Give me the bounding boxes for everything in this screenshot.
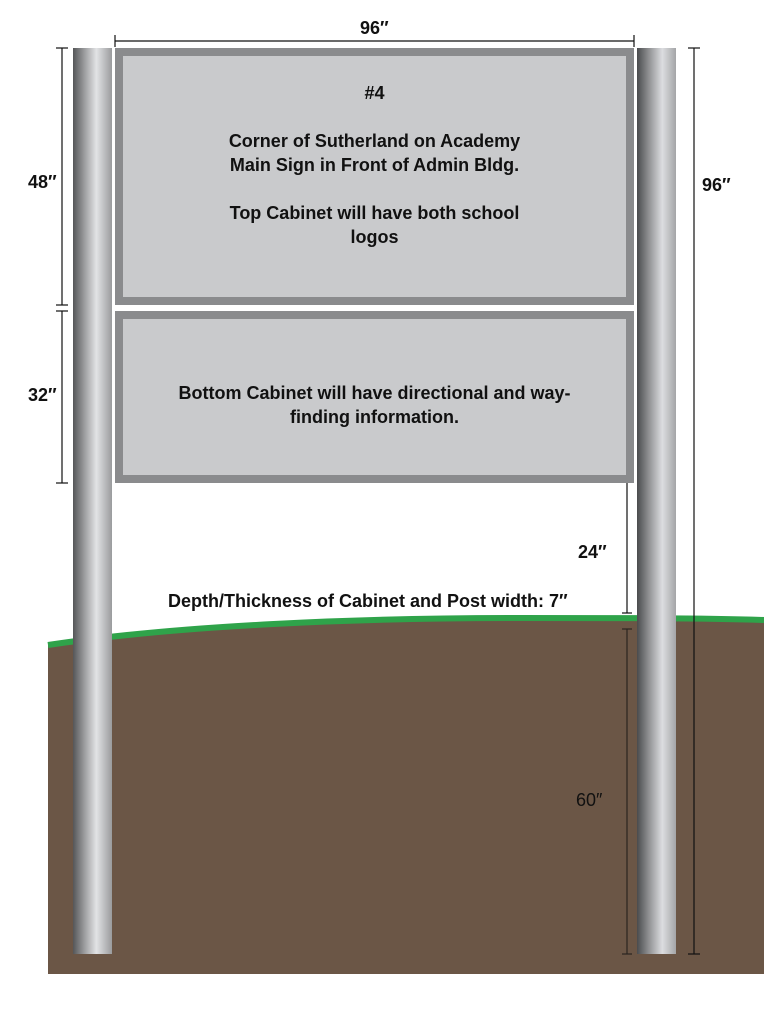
below-grade-depth-label: 60″ — [576, 790, 603, 810]
clearance-dimension-line — [622, 483, 632, 613]
overall-width-label: 96″ — [360, 18, 389, 38]
left-dimension-line — [56, 48, 68, 483]
top-cabinet-text — [123, 81, 626, 249]
top-cabinet-line-2: Main Sign in Front of Admin Bldg. — [229, 155, 520, 175]
bottom-cabinet-text — [123, 381, 626, 429]
top-cabinet-line-1: Corner of Sutherland on Academy — [228, 131, 521, 151]
bottom-cabinet-height-label: 32″ — [28, 385, 57, 405]
top-cabinet-line-4: logos — [350, 227, 399, 247]
top-cabinet-line-3: Top Cabinet will have both school — [229, 203, 520, 223]
bottom-cabinet-line-2: finding information. — [290, 407, 459, 427]
overall-height-label: 96″ — [702, 175, 731, 195]
ground-clearance-label: 24″ — [578, 542, 607, 562]
top-cabinet-height-label: 48″ — [28, 172, 57, 192]
depth-thickness-note: Depth/Thickness of Cabinet and Post width: 7″ — [168, 591, 568, 611]
left-post — [73, 48, 112, 954]
bottom-cabinet-line-1: Bottom Cabinet will have directional and way- — [178, 383, 571, 403]
right-post — [637, 48, 676, 954]
sign-number: #4 — [364, 83, 385, 103]
